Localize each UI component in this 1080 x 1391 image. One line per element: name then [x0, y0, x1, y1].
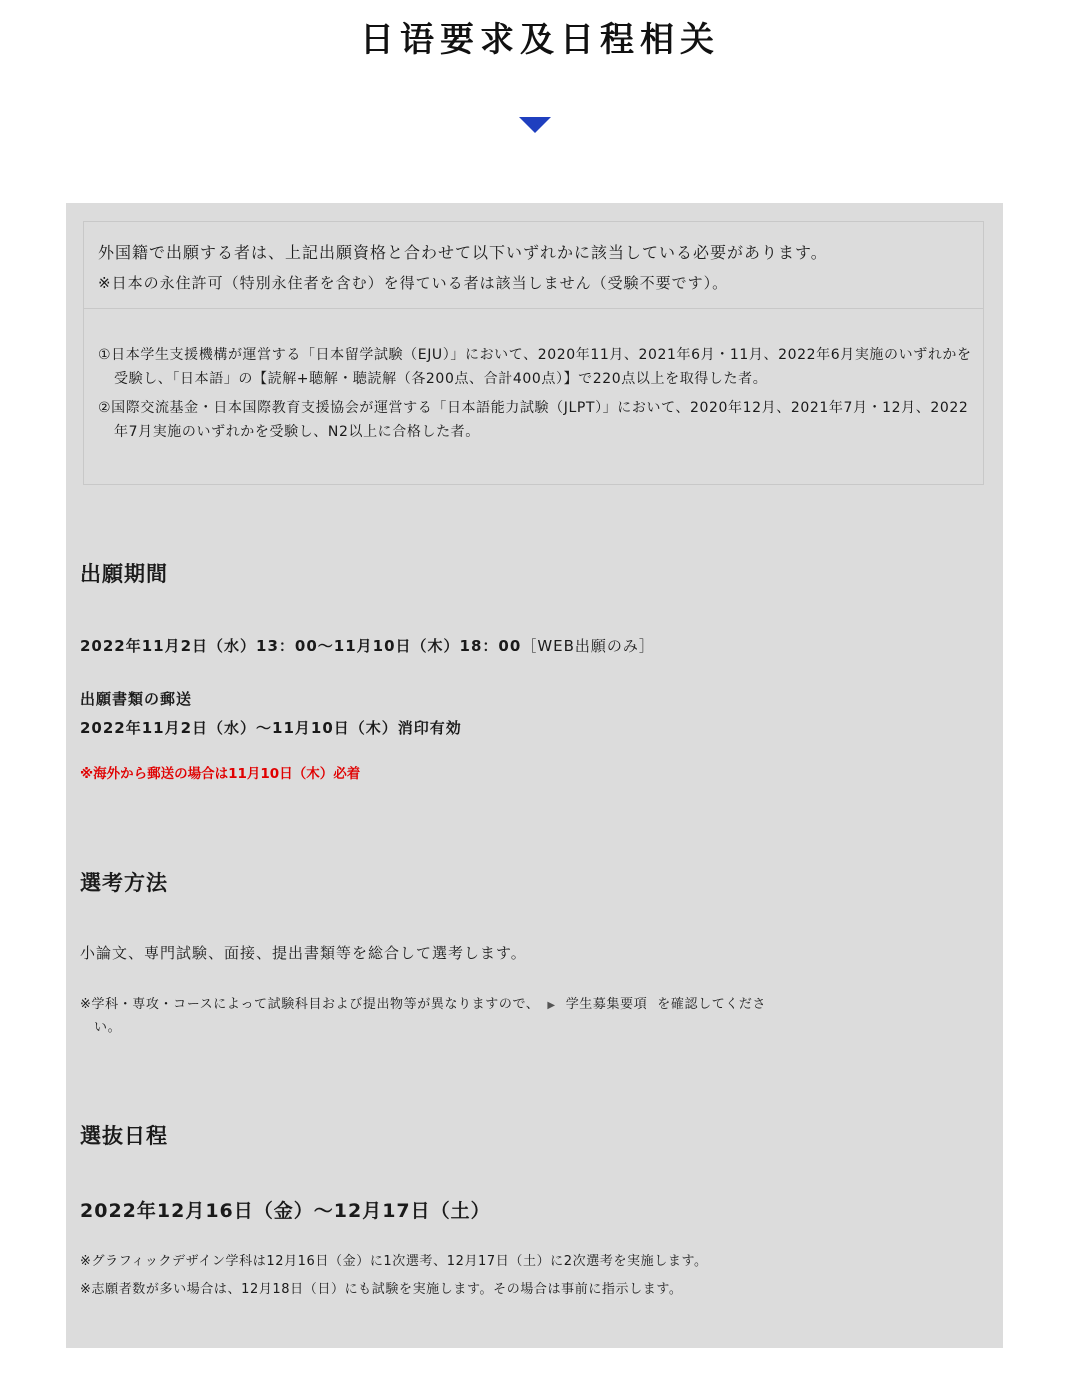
mail-period: 2022年11月2日（水）～11月10日（木）消印有効: [80, 719, 462, 737]
schedule-note-graphic-design: ※グラフィックデザイン学科は12月16日（金）に1次選考、12月17日（土）に2次選考を実施します。: [80, 1254, 708, 1269]
down-arrow-icon: [519, 117, 551, 133]
recruitment-guide-link[interactable]: 学生募集要項: [565, 997, 648, 1012]
requirement-exemption-note: ※日本の永住許可（特別永住者を含む）を得ている者は該当しません（受験不要です）。: [98, 274, 729, 292]
page-title: 日语要求及日程相关: [360, 20, 720, 60]
mail-label: 出願書類の郵送: [80, 690, 193, 708]
web-only-note: ［WEB出願のみ］: [521, 637, 655, 655]
application-period-dates: 2022年11月2日（水）13：00～11月10日（木）18：00: [80, 637, 522, 655]
schedule-note-extra-day: ※志願者数が多い場合は、12月18日（日）にも試験を実施します。その場合は事前に指示します。: [80, 1282, 683, 1297]
selection-method-note: [80, 993, 766, 1012]
play-arrow-icon: ▶: [547, 1000, 556, 1011]
japanese-requirement-box: [83, 221, 984, 485]
selection-method-description: 小論文、専門試験、面接、提出書類等を総合して選考します。: [80, 944, 527, 962]
overseas-mail-warning: ※海外から郵送の場合は11月10日（木）必着: [80, 766, 361, 782]
selection-method-heading: 選考方法: [80, 871, 168, 895]
content-panel: [66, 203, 1003, 1348]
schedule-dates: 2022年12月16日（金）～12月17日（土）: [80, 1200, 491, 1222]
requirement-item-eju: ①日本学生支援機構が運営する「日本留学試験（EJU）」において、2020年11月、2021年6月・11月、2022年6月実施のいずれかを受験し、「日本語」の【読解+聴解・聴読解（各200点、合計400点）】で220点以上を取得した者。: [98, 347, 972, 387]
selection-note-tail: を確認してくださ: [657, 997, 767, 1012]
selection-note-text: ※学科・専攻・コースによって試験科目および提出物等が異なりますので、: [80, 997, 540, 1012]
schedule-heading: 選抜日程: [80, 1124, 168, 1148]
requirement-list: [98, 343, 973, 449]
requirement-intro: [84, 222, 983, 309]
requirement-intro-line: 外国籍で出願する者は、上記出願資格と合わせて以下いずれかに該当している必要があります。: [98, 243, 828, 262]
selection-note-wrap: い。: [94, 1020, 122, 1035]
application-period-text: [80, 635, 655, 656]
requirement-item-jlpt: ②国際交流基金・日本国際教育支援協会が運営する「日本語能力試験（JLPT）」において、2020年12月、2021年7月・12月、2022年7月実施のいずれかを受験し、N2以上に合格した者。: [98, 400, 969, 440]
application-period-heading: 出願期間: [80, 562, 168, 586]
